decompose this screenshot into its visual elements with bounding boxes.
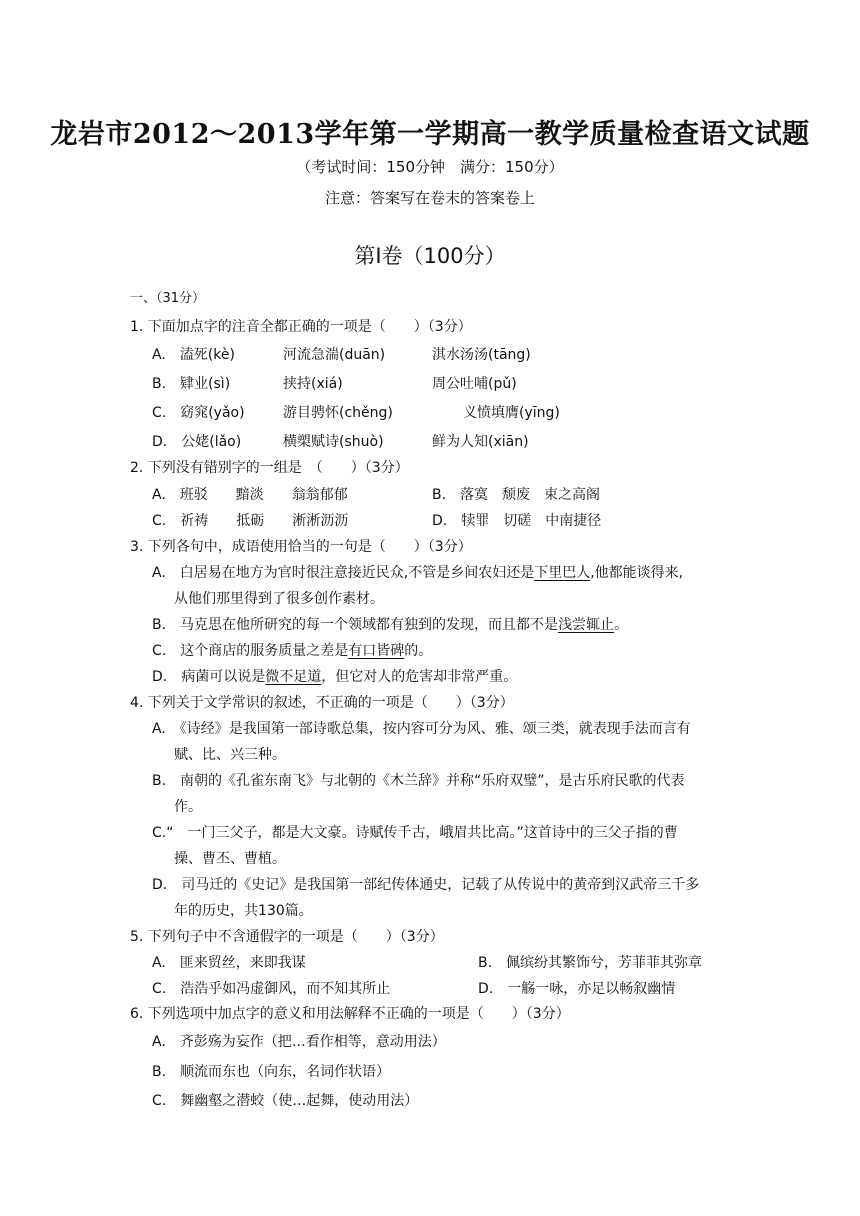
q6-option-c: C. 舞幽壑之潜蛟（使…起舞，使动用法） bbox=[152, 1093, 419, 1109]
q6-option-b: B. 顺流而东也（向东，名词作状语） bbox=[152, 1064, 391, 1080]
q3-option-b bbox=[152, 615, 628, 635]
section-heading: 第Ⅰ卷（100分） bbox=[354, 244, 506, 268]
q4-option-c: C.“ 一门三父子，都是大文豪。诗赋传千古，峨眉共比高。”这首诗中的三父子指的曹 bbox=[152, 825, 678, 841]
q1-option-a-2: 河流急湍(duān) bbox=[283, 347, 386, 363]
q3-option-a-continued: 从他们那里得到了很多创作素材。 bbox=[174, 591, 384, 607]
exam-info: （考试时间：150分钟 满分：150分） bbox=[296, 158, 564, 176]
q3-b-text-before: B. 马克思在他所研究的每一个领域都有独到的发现，而且都不是 bbox=[152, 617, 559, 633]
question-1-stem: 1. 下面加点字的注音全都正确的一项是（ ）（3分） bbox=[130, 319, 472, 335]
q3-option-d bbox=[152, 667, 517, 687]
q1-option-b-2: 挟持(xiá) bbox=[283, 376, 343, 392]
q1-option-b-1: B. 肄业(sì) bbox=[152, 376, 231, 392]
question-2-stem: 2. 下列没有错别字的一组是 （ ）（3分） bbox=[130, 460, 409, 476]
q3-b-text-after: 。 bbox=[614, 617, 629, 633]
part-label: 一、（31分） bbox=[130, 291, 206, 306]
q1-option-c-1: C. 窈窕(yǎo) bbox=[152, 405, 245, 421]
q1-option-c-3: 义愤填膺(yīng) bbox=[463, 405, 560, 421]
q4-option-a: A. 《诗经》是我国第一部诗歌总集，按内容可分为风、雅、颂三类，就表现手法而言有 bbox=[152, 721, 691, 737]
q4-option-c-continued: 操、曹丕、曹植。 bbox=[174, 851, 286, 867]
q3-d-idiom: 微不足道 bbox=[265, 669, 322, 685]
q5-option-d: D. 一觞一咏，亦足以畅叙幽情 bbox=[478, 981, 676, 997]
q3-c-text-after: 的。 bbox=[404, 643, 433, 659]
q4-option-d-continued: 年的历史，共130篇。 bbox=[174, 903, 313, 919]
q4-option-d: D. 司马迁的《史记》是我国第一部纪传体通史，记载了从传说中的黄帝到汉武帝三千多 bbox=[152, 877, 700, 893]
q3-option-c bbox=[152, 641, 432, 661]
q5-option-c: C. 浩浩乎如冯虚御风，而不知其所止 bbox=[152, 981, 391, 997]
q3-b-idiom: 浅尝辄止 bbox=[558, 617, 615, 633]
q3-d-text-after: ，但它对人的危害却非常严重。 bbox=[321, 669, 518, 685]
q1-option-d-1: D. 公姥(lǎo) bbox=[152, 434, 242, 450]
question-6-stem: 6. 下列选项中加点字的意义和用法解释不正确的一项是（ ）（3分） bbox=[130, 1006, 570, 1022]
q3-option-a bbox=[152, 563, 683, 583]
q1-option-d-3: 鲜为人知(xiān) bbox=[432, 434, 529, 450]
q3-a-idiom: 下里巴人 bbox=[534, 565, 591, 581]
q3-a-text-after: ,他都能谈得来, bbox=[590, 565, 684, 581]
answer-note: 注意：答案写在卷末的答案卷上 bbox=[324, 189, 535, 207]
question-5-stem: 5. 下列句子中不含通假字的一项是（ ）（3分） bbox=[130, 929, 444, 945]
q2-option-c: C. 祈祷 抵砺 淅淅沥沥 bbox=[152, 513, 349, 529]
question-4-stem: 4. 下列关于文学常识的叙述，不正确的一项是（ ）（3分） bbox=[130, 695, 514, 711]
q6-option-a: A. 齐彭殇为妄作（把…看作相等，意动用法） bbox=[152, 1034, 446, 1050]
q3-a-text-before: A. 白居易在地方为官时很注意接近民众,不管是乡间农妇还是 bbox=[152, 565, 535, 581]
q3-d-text-before: D. 病菌可以说是 bbox=[152, 669, 266, 685]
q1-option-b-3: 周公吐哺(pǔ) bbox=[432, 376, 517, 392]
q2-option-b: B. 落寞 颓废 束之高阁 bbox=[432, 487, 601, 503]
q4-option-a-continued: 赋、比、兴三种。 bbox=[174, 747, 286, 763]
q4-option-b: B. 南朝的《孔雀东南飞》与北朝的《木兰辞》并称“乐府双璧”，是古乐府民歌的代表 bbox=[152, 773, 685, 789]
q1-option-c-2: 游目骋怀(chěng) bbox=[283, 405, 393, 421]
q3-c-text-before: C. 这个商店的服务质量之差是 bbox=[152, 643, 349, 659]
q1-option-a-1: A. 溘死(kè) bbox=[152, 347, 235, 363]
q1-option-d-2: 横槊赋诗(shuò) bbox=[283, 434, 384, 450]
q2-option-a: A. 班驳 黯淡 翁翁郁郁 bbox=[152, 487, 348, 503]
q5-option-b: B. 佩缤纷其繁饰兮，芳菲菲其弥章 bbox=[478, 955, 703, 971]
question-3-stem: 3. 下列各句中，成语使用恰当的一句是（ ）（3分） bbox=[130, 539, 472, 555]
q2-option-d: D. 犊罪 切磋 中南捷径 bbox=[432, 513, 602, 529]
q1-option-a-3: 淇水汤汤(tāng) bbox=[432, 347, 531, 363]
exam-title: 龙岩市2012～2013学年第一学期高一教学质量检查语文试题 bbox=[50, 119, 810, 150]
q4-option-b-continued: 作。 bbox=[174, 799, 202, 815]
q3-c-idiom: 有口皆碑 bbox=[348, 643, 405, 659]
q5-option-a: A. 匪来贸丝，来即我谋 bbox=[152, 955, 306, 971]
